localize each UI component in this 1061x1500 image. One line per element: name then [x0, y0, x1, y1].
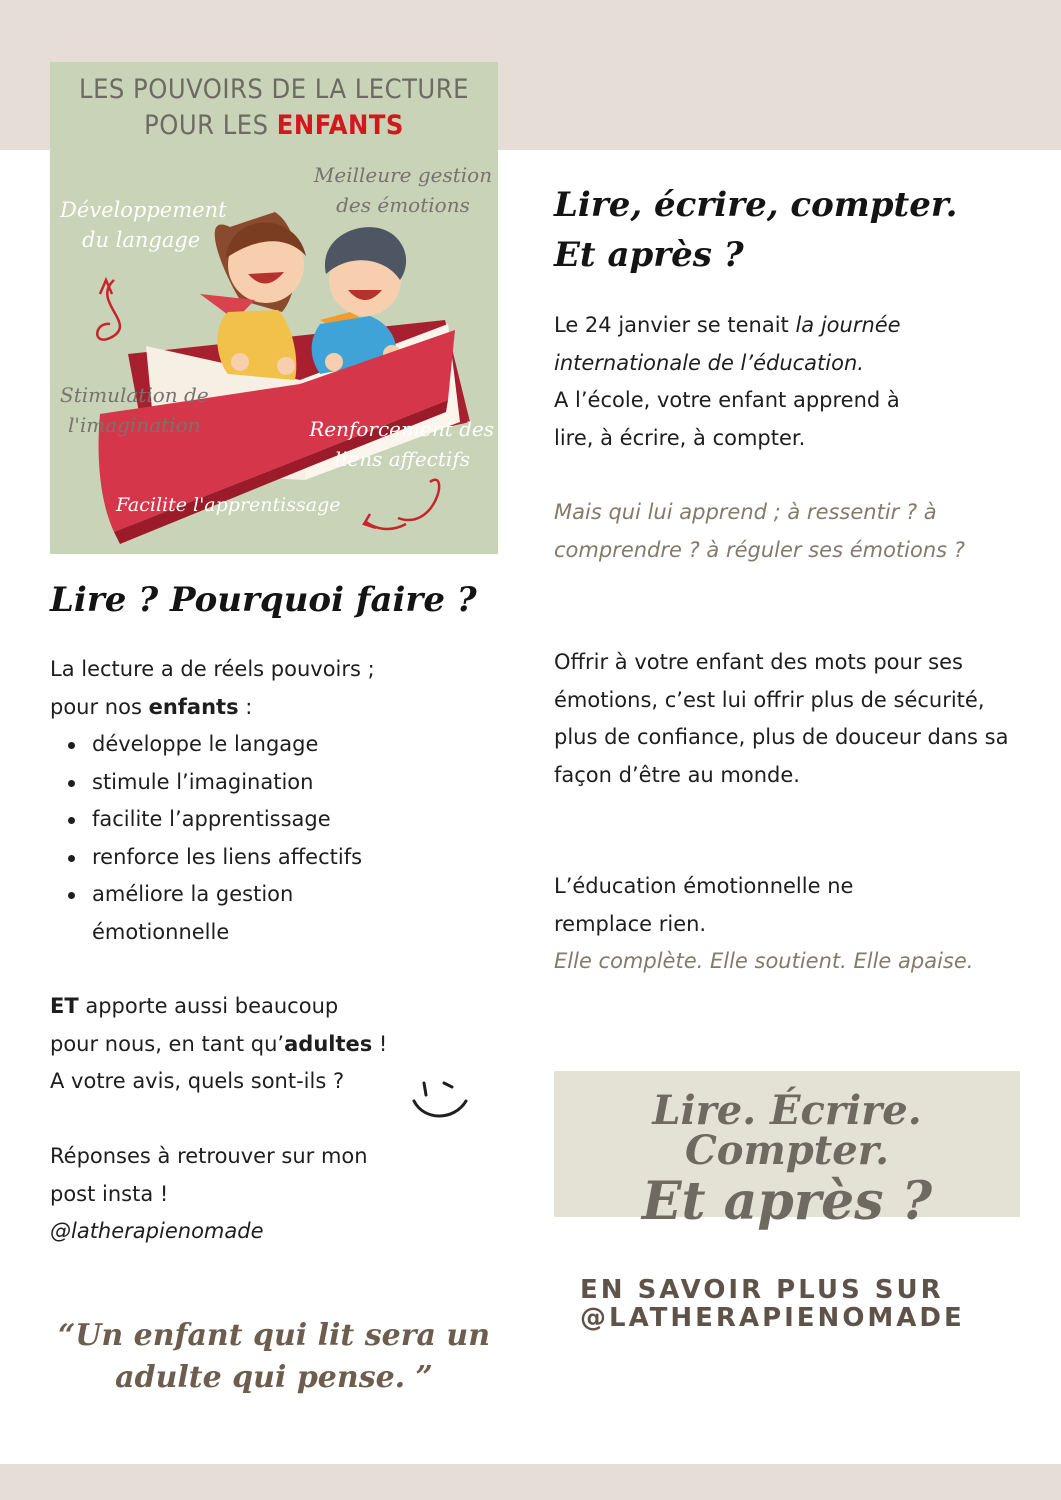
list-item: stimule l’imagination	[50, 764, 500, 802]
right-paragraph-1: Le 24 janvier se tenait la journée internationale de l’éducation. A l’école, votre enfant apprend à lire, à écrire, à compter.	[554, 313, 901, 450]
label-apprentissage: Facilite l'apprentissage	[116, 494, 341, 516]
benefits-list	[50, 726, 500, 951]
reading-children-illustration	[50, 62, 498, 554]
right-paragraph-2: Mais qui lui apprend ; à ressentir ? à comprendre ? à réguler ses émotions ?	[554, 500, 965, 562]
label-emotions: Meilleure gestion des émotions	[313, 163, 493, 217]
adults-paragraph: ET apporte aussi beaucoup pour nous, en tant qu’adultes ! A votre avis, quels sont-ils ?	[50, 994, 388, 1093]
quote: “Un enfant qui lit sera un adulte qui pense. ”	[57, 1318, 491, 1395]
label-liens: Renforcement des liens affectifs	[309, 417, 494, 471]
illustration-card	[50, 62, 498, 554]
label-langage: Développement du langage	[60, 198, 227, 252]
right-paragraph-3: Offrir à votre enfant des mots pour ses émotions, c’est lui offrir plus de sécurité, plus de confiance, plus de douceur dans sa façon d’être au monde.	[554, 650, 1009, 787]
arrow-apprentissage-icon	[398, 480, 439, 520]
list-item: renforce les liens affectifs	[50, 839, 500, 877]
right-heading: Lire, écrire, compter. Et après ?	[554, 185, 958, 275]
learn-more-link[interactable]: EN SAVOIR PLUS SUR @LATHERAPIENOMADE	[580, 1275, 965, 1333]
list-item: améliore la gestion émotionnelle	[50, 876, 390, 951]
bottom-band	[0, 1464, 1061, 1500]
slogan-banner: Lire. Écrire. Compter. Et après ?	[554, 1071, 1020, 1217]
insta-handle[interactable]: @latherapienomade	[50, 1219, 264, 1243]
label-imagination: Stimulation de l'imagination	[60, 383, 209, 437]
title-accent: ENFANTS	[276, 110, 404, 141]
list-item: facilite l’apprentissage	[50, 801, 500, 839]
smiley-icon	[410, 1075, 470, 1123]
right-paragraph-4: L’éducation émotionnelle ne remplace rien. Elle complète. Elle soutient. Elle apaise.	[554, 874, 974, 973]
left-heading: Lire ? Pourquoi faire ?	[50, 580, 477, 620]
illustration-title: LES POUVOIRS DE LA LECTURE POUR LES ENFANTS	[79, 74, 469, 141]
list-item: développe le langage	[50, 726, 500, 764]
left-intro: La lecture a de réels pouvoirs ; pour nos enfants : développe le langage stimule l’imagination facilite l’apprentissage renforce les liens affectifs améliore la gestion émotionnelle	[50, 651, 500, 951]
answers-paragraph: Réponses à retrouver sur mon post insta ! @latherapienomade	[50, 1138, 500, 1251]
